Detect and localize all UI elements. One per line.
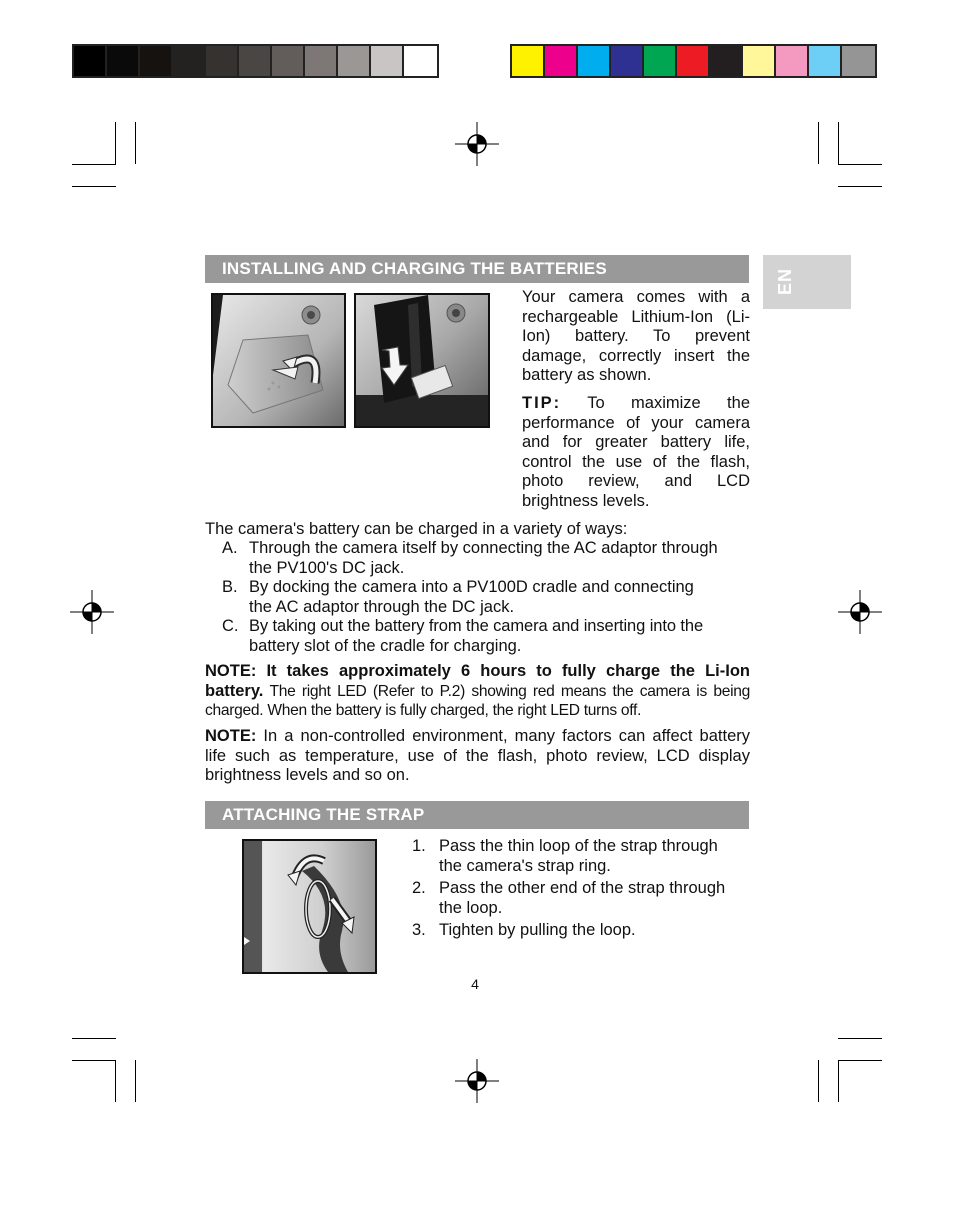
color-swatch [173,46,206,76]
registration-mark-right-icon [838,590,882,634]
color-swatch [677,46,710,76]
list-item [222,539,750,579]
list-item [412,837,750,877]
list-item-line: Pass the thin loop of the strap through [439,837,718,855]
list-item-line: the loop. [439,898,503,917]
color-swatch [371,46,404,76]
list-marker: A. [222,539,238,557]
list-item-line: the AC adaptor through the DC jack. [249,597,515,616]
color-swatch [644,46,677,76]
color-swatch [206,46,239,76]
list-marker: 1. [412,837,426,855]
color-swatch [842,46,875,76]
tip-text: To maximize the performance of your camera and for greater battery life, control the use of the flash, photo review, and LCD brightness levels. [522,394,750,510]
color-swatch [239,46,272,76]
battery-intro-text: Your camera comes with a rechargeable Lithium-Ion (Li-Ion) battery. To prevent damage, correctly insert the battery as shown. [522,288,750,384]
battery-insert-photo [354,293,490,428]
registration-mark-top-icon [455,122,499,166]
color-swatch [107,46,140,76]
list-item-line: Pass the other end of the strap through [439,879,726,897]
note-battery-life-bold: NOTE: [205,727,257,745]
color-swatch [305,46,338,76]
section-title-strap: ATTACHING THE STRAP [205,801,749,829]
list-item [412,879,750,919]
color-calibration-bar [510,44,877,78]
list-item-line: By taking out the battery from the camera and inserting into the [249,617,704,635]
tip-label: TIP: [522,394,562,412]
section-title-batteries: INSTALLING AND CHARGING THE BATTERIES [205,255,749,283]
list-item-line: the PV100's DC jack. [249,558,405,577]
charge-intro-text: The camera's battery can be charged in a variety of ways: [205,520,628,538]
note-battery-life-text: In a non-controlled environment, many factors can affect battery life such as temperature, use of the flash, photo review, LCD display brightness levels and so on. [205,727,750,784]
tip-paragraph [522,394,750,511]
registration-mark-bottom-icon [455,1059,499,1103]
list-item [222,617,750,657]
color-swatch [272,46,305,76]
note-charging-time-text: The right LED (Refer to P.2) showing red means the camera is being charged. When the battery is fully charged, the right LED turns off. [205,682,750,719]
list-item-line: the camera's strap ring. [439,856,611,875]
list-item [412,921,750,943]
list-item [222,578,750,618]
registration-mark-left-icon [70,590,114,634]
page-number: 4 [471,976,479,992]
list-marker: C. [222,617,239,635]
list-marker: B. [222,578,238,596]
note-battery-life [205,727,750,786]
color-swatch [611,46,644,76]
color-swatch [74,46,107,76]
color-swatch [578,46,611,76]
color-swatch [809,46,842,76]
note-charging-time [205,662,750,721]
language-tab [763,255,851,309]
list-item-line: By docking the camera into a PV100D cradle and connecting [249,578,694,596]
note-charging-time-bold: NOTE: It takes approximately 6 hours to fully charge the Li-Ion battery. [205,662,750,700]
list-item-line: battery slot of the cradle for charging. [249,636,522,655]
color-swatch [545,46,578,76]
language-tab-label: EN [775,267,795,295]
list-marker: 3. [412,921,426,939]
battery-door-photo [211,293,346,428]
grayscale-calibration-bar [72,44,439,78]
color-swatch [710,46,743,76]
list-marker: 2. [412,879,426,897]
color-swatch [512,46,545,76]
list-item-line: Tighten by pulling the loop. [439,921,636,939]
color-swatch [776,46,809,76]
color-swatch [404,46,437,76]
strap-attach-photo [242,839,377,974]
color-swatch [338,46,371,76]
color-swatch [140,46,173,76]
list-item-line: Through the camera itself by connecting the AC adaptor through [249,539,718,557]
color-swatch [743,46,776,76]
